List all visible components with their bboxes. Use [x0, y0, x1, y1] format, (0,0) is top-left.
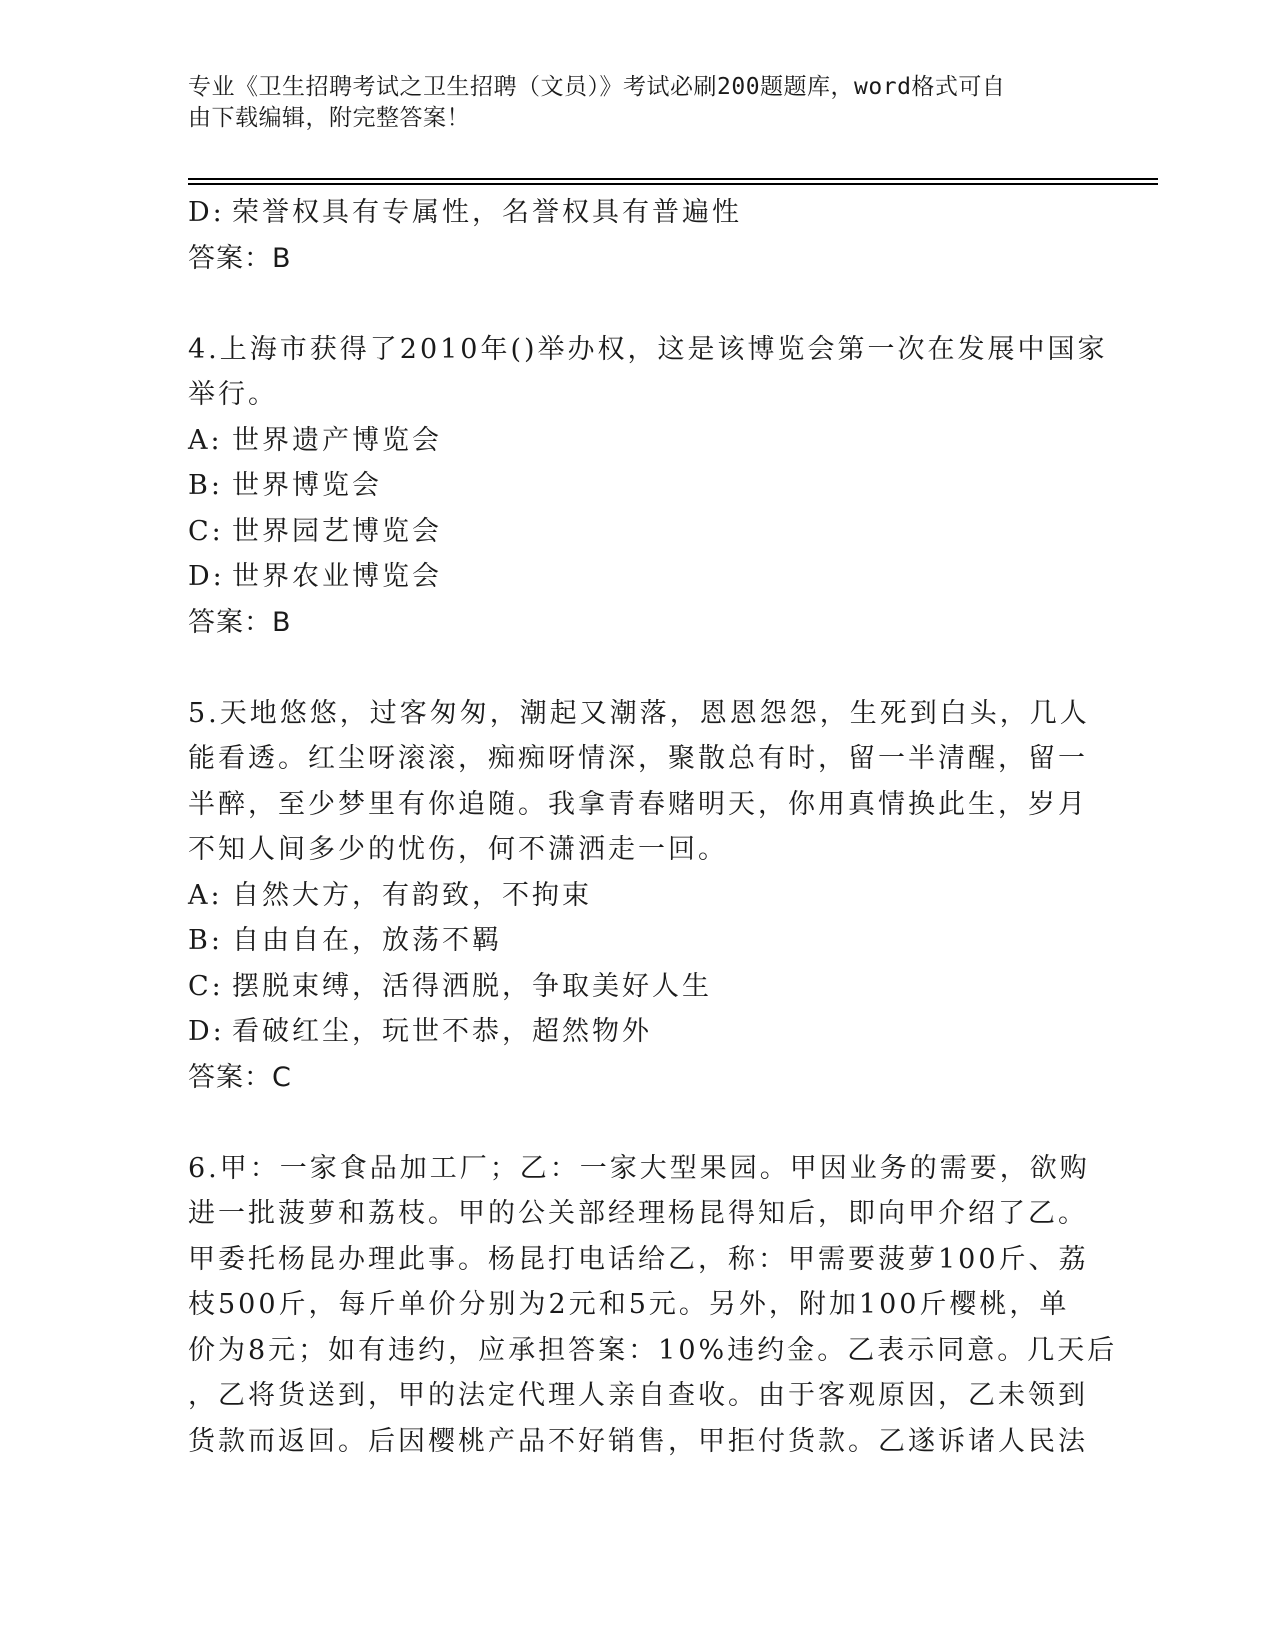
q4-option-c [188, 509, 1088, 555]
document-header [188, 72, 1068, 134]
q3-answer [188, 236, 1088, 282]
question-5 [188, 691, 1088, 1101]
spacer [188, 645, 1088, 691]
header-rule-bottom [188, 183, 1158, 185]
answer-value: B [272, 242, 292, 274]
q4-option-b [188, 463, 1088, 509]
q4-answer [188, 600, 1088, 646]
option-text: 自由自在，放荡不羁 [232, 925, 502, 956]
option-text: 世界遗产博览会 [232, 424, 442, 456]
question-stem-line: 货款而返回。后因樱桃产品不好销售，甲拒付货款。乙遂诉诸人民法 [188, 1425, 1088, 1457]
spacer [188, 1100, 1088, 1146]
option-label: D: [188, 1016, 225, 1047]
question-stem-line: 进一批菠萝和荔枝。甲的公关部经理杨昆得知后，即向甲介绍了乙。 [188, 1198, 1088, 1229]
question-6 [188, 1146, 1118, 1465]
question-stem-line: 半醉，至少梦里有你追随。我拿青春赌明天，你用真情换此生，岁月 [188, 788, 1088, 820]
question-stem-line: 举行。 [188, 379, 278, 410]
option-label: D: [188, 197, 225, 228]
question-stem-line: ，乙将货送到，甲的法定代理人亲自查收。由于客观原因，乙未领到 [188, 1380, 1088, 1411]
q5-option-d [188, 1009, 1088, 1055]
question-stem-line: 甲委托杨昆办理此事。杨昆打电话给乙，称：甲需要菠萝100斤、荔 [188, 1243, 1089, 1275]
option-label: D: [188, 561, 225, 592]
answer-value: C [272, 1061, 292, 1093]
document-body [188, 190, 1118, 1464]
answer-label: 答案： [188, 606, 272, 638]
option-text: 看破红尘，玩世不恭，超然物外 [232, 1016, 652, 1047]
q5-option-c [188, 964, 1088, 1010]
header-line-1: 专业《卫生招聘考试之卫生招聘（文员）》考试必刷200题题库，word格式可自 [188, 74, 1006, 100]
option-label: A: [188, 879, 223, 911]
question-4 [188, 327, 1108, 646]
header-line-2: 由下载编辑，附完整答案！ [188, 105, 470, 131]
q4-option-a [188, 418, 1088, 464]
option-label: B: [188, 925, 223, 956]
option-text: 世界博览会 [232, 470, 382, 501]
q5-option-a [188, 873, 1088, 919]
answer-value: B [272, 606, 292, 638]
question-stem-line: 4.上海市获得了2010年()举办权，这是该博览会第一次在发展中国家 [188, 333, 1108, 365]
q5-option-b [188, 918, 1088, 964]
option-text: 世界农业博览会 [232, 561, 442, 592]
q3-option-d [188, 190, 1088, 236]
question-stem-line: 价为8元；如有违约，应承担答案：10%违约金。乙表示同意。几天后 [188, 1334, 1118, 1366]
q5-answer [188, 1055, 1088, 1101]
answer-label: 答案： [188, 242, 272, 274]
spacer [188, 281, 1088, 327]
option-label: C: [188, 515, 224, 547]
option-label: C: [188, 970, 224, 1002]
question-stem-line: 能看透。红尘呀滚滚，痴痴呀情深，聚散总有时，留一半清醒，留一 [188, 743, 1088, 774]
option-text: 自然大方，有韵致，不拘束 [232, 879, 592, 911]
option-text: 世界园艺博览会 [232, 515, 442, 547]
question-stem-line: 6.甲：一家食品加工厂；乙：一家大型果园。甲因业务的需要，欲购 [188, 1152, 1090, 1184]
q4-option-d [188, 554, 1088, 600]
question-stem-line: 5.天地悠悠，过客匆匆，潮起又潮落，恩恩怨怨，生死到白头，几人 [188, 697, 1090, 729]
question-stem-line: 不知人间多少的忧伤，何不潇洒走一回。 [188, 834, 728, 865]
option-text: 荣誉权具有专属性，名誉权具有普遍性 [232, 197, 742, 228]
option-label: B: [188, 470, 223, 501]
question-stem-line: 枝500斤，每斤单价分别为2元和5元。另外，附加100斤樱桃，单 [188, 1289, 1070, 1320]
option-label: A: [188, 424, 223, 456]
option-text: 摆脱束缚，活得洒脱，争取美好人生 [232, 970, 712, 1002]
header-rule-top [188, 178, 1158, 180]
answer-label: 答案： [188, 1061, 272, 1093]
